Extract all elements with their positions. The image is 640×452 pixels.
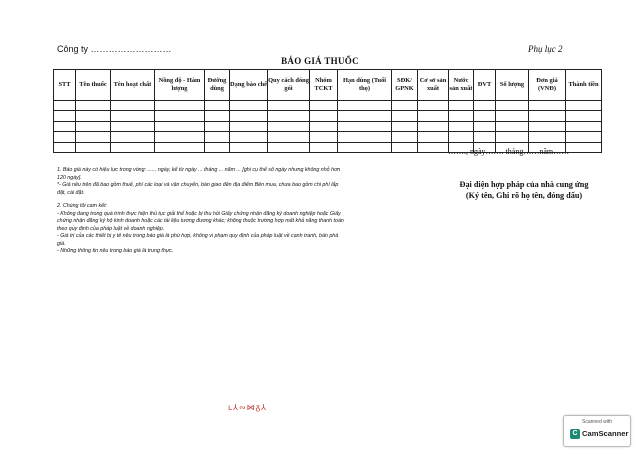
table-cell <box>230 121 268 131</box>
table-cell <box>449 111 474 121</box>
table-header-row <box>54 70 602 101</box>
col-header-route: Đường dùng <box>205 70 230 101</box>
table-cell <box>155 101 205 111</box>
table-cell <box>111 101 155 111</box>
table-cell <box>496 101 529 111</box>
table-cell <box>474 101 496 111</box>
signature-instruction: (Ký tên, Ghi rõ họ tên, đóng dấu) <box>465 191 583 200</box>
footer-stamp-mark: ʟ⅄∾⋈ᵹ⅄ <box>228 403 267 412</box>
col-header-country: Nước sản xuất <box>449 70 474 101</box>
price-quote-table <box>53 69 602 153</box>
col-header-drug-name: Tên thuốc <box>76 70 111 101</box>
notes-section <box>57 167 347 256</box>
note-price-inclusion: *- Giá nêu trên đã bao gồm thuế, phí các loại và vận chuyển, bàn giao đến địa điểm Bên mua, chưa bao gồm chi phí lắp đặt, cài đặt. <box>57 182 339 196</box>
table-cell <box>268 142 310 152</box>
table-cell <box>529 132 566 142</box>
table-cell <box>54 142 76 152</box>
table-row <box>54 132 602 142</box>
table-cell <box>529 121 566 131</box>
note-commitment-1: - Không đang trong quá trình thực hiện thủ tục giải thể hoặc bị thu hồi Giấy chứng nhận đăng ký doanh nghiệp hoặc Giấy chứng nhận đăng ký hộ kinh doanh hoặc các tài liệu tương đương khác; không thuộc trường hợp mất khả năng thanh toán theo quy định của pháp luật về doanh nghiệp. <box>57 210 344 232</box>
col-header-unit: ĐVT <box>474 70 496 101</box>
camscanner-logo-icon: C <box>570 429 580 439</box>
scanner-caption: Scanned with <box>581 419 613 425</box>
table-cell <box>566 101 602 111</box>
col-header-active-ingredient: Tên hoạt chất <box>111 70 155 101</box>
table-cell <box>566 132 602 142</box>
table-row <box>54 121 602 131</box>
note-validity: 1. Báo giá này có hiệu lực trong vòng: ...... ngày, kể từ ngày ... tháng ... năm ... [ghi cụ thể số ngày nhưng không nhỏ hơn 120 ngày]. <box>57 167 341 181</box>
table-cell <box>392 132 418 142</box>
table-cell <box>449 132 474 142</box>
table-cell <box>155 111 205 121</box>
table-cell <box>566 111 602 121</box>
table-cell <box>76 132 111 142</box>
table-cell <box>338 121 392 131</box>
note-commitment-3: - Những thông tin nêu trong báo giá là trung thực. <box>57 248 174 255</box>
scanner-brand-name: CamScanner <box>582 429 629 438</box>
col-header-packaging: Quy cách đóng gói <box>268 70 310 101</box>
table-cell <box>155 132 205 142</box>
table-cell <box>205 121 230 131</box>
table-cell <box>474 121 496 131</box>
note-commitment-heading: 2. Chúng tôi cam kết: <box>57 203 108 210</box>
table-cell <box>230 132 268 142</box>
table-cell <box>230 111 268 121</box>
table-cell <box>449 101 474 111</box>
table-cell <box>111 142 155 152</box>
table-cell <box>268 111 310 121</box>
table-cell <box>496 121 529 131</box>
col-header-registration: SĐK/ GPNK <box>392 70 418 101</box>
table-cell <box>418 101 449 111</box>
table-cell <box>155 142 205 152</box>
table-row <box>54 101 602 111</box>
col-header-quantity: Số lượng <box>496 70 529 101</box>
table-cell <box>338 132 392 142</box>
table-cell <box>268 121 310 131</box>
date-line: ……., ngày……. tháng……năm…… <box>448 147 570 156</box>
table-cell <box>54 132 76 142</box>
table-cell <box>474 111 496 121</box>
table-cell <box>496 132 529 142</box>
table-cell <box>310 132 338 142</box>
document-title: BÁO GIÁ THUỐC <box>281 56 359 66</box>
table-cell <box>310 121 338 131</box>
table-cell <box>54 111 76 121</box>
table-cell <box>76 121 111 131</box>
table-cell <box>268 101 310 111</box>
table-cell <box>529 111 566 121</box>
table-cell <box>418 142 449 152</box>
col-header-manufacturer: Cơ sở sản xuất <box>418 70 449 101</box>
col-header-stt: STT <box>54 70 76 101</box>
table-cell <box>566 142 602 152</box>
table-cell <box>54 121 76 131</box>
appendix-label: Phụ lục 2 <box>528 44 563 54</box>
table-cell <box>205 132 230 142</box>
note-commitment-2: - Giá trị của các thiết bị y tế nêu trong báo giá là phù hợp, không vi phạm quy định của pháp luật về cạnh tranh, bán phá giá. <box>57 233 339 247</box>
table-cell <box>496 111 529 121</box>
table-cell <box>310 142 338 152</box>
table-cell <box>338 142 392 152</box>
table-cell <box>310 101 338 111</box>
table-cell <box>418 111 449 121</box>
table-cell <box>111 121 155 131</box>
table-cell <box>230 142 268 152</box>
table-row <box>54 111 602 121</box>
table-cell <box>566 121 602 131</box>
table-cell <box>76 111 111 121</box>
table-cell <box>54 101 76 111</box>
camscanner-watermark <box>563 415 631 447</box>
col-header-unit-price: Đơn giá (VNĐ) <box>529 70 566 101</box>
table-cell <box>449 121 474 131</box>
table-cell <box>392 101 418 111</box>
col-header-shelf-life: Hạn dùng (Tuổi thọ) <box>338 70 392 101</box>
table-cell <box>268 132 310 142</box>
table-cell <box>205 142 230 152</box>
table-cell <box>392 111 418 121</box>
table-body <box>54 101 602 153</box>
table-cell <box>205 101 230 111</box>
table-cell <box>205 111 230 121</box>
table-cell <box>392 142 418 152</box>
table-cell <box>392 121 418 131</box>
col-header-total: Thành tiền <box>566 70 602 101</box>
table-cell <box>338 111 392 121</box>
col-header-tckt-group: Nhóm TCKT <box>310 70 338 101</box>
signature-title: Đại diện hợp pháp của nhà cung ứng <box>459 180 589 189</box>
table-cell <box>418 132 449 142</box>
table-cell <box>76 101 111 111</box>
table-cell <box>155 121 205 131</box>
company-name-line: Công ty ……………………… <box>57 44 172 54</box>
col-header-dosage-form: Dạng bào chế <box>230 70 268 101</box>
table-cell <box>111 111 155 121</box>
table-cell <box>338 101 392 111</box>
table-cell <box>474 132 496 142</box>
table-cell <box>76 142 111 152</box>
table-cell <box>111 132 155 142</box>
table-cell <box>418 121 449 131</box>
table-cell <box>529 101 566 111</box>
col-header-concentration: Nồng độ - Hàm lượng <box>155 70 205 101</box>
table-cell <box>310 111 338 121</box>
table-cell <box>230 101 268 111</box>
